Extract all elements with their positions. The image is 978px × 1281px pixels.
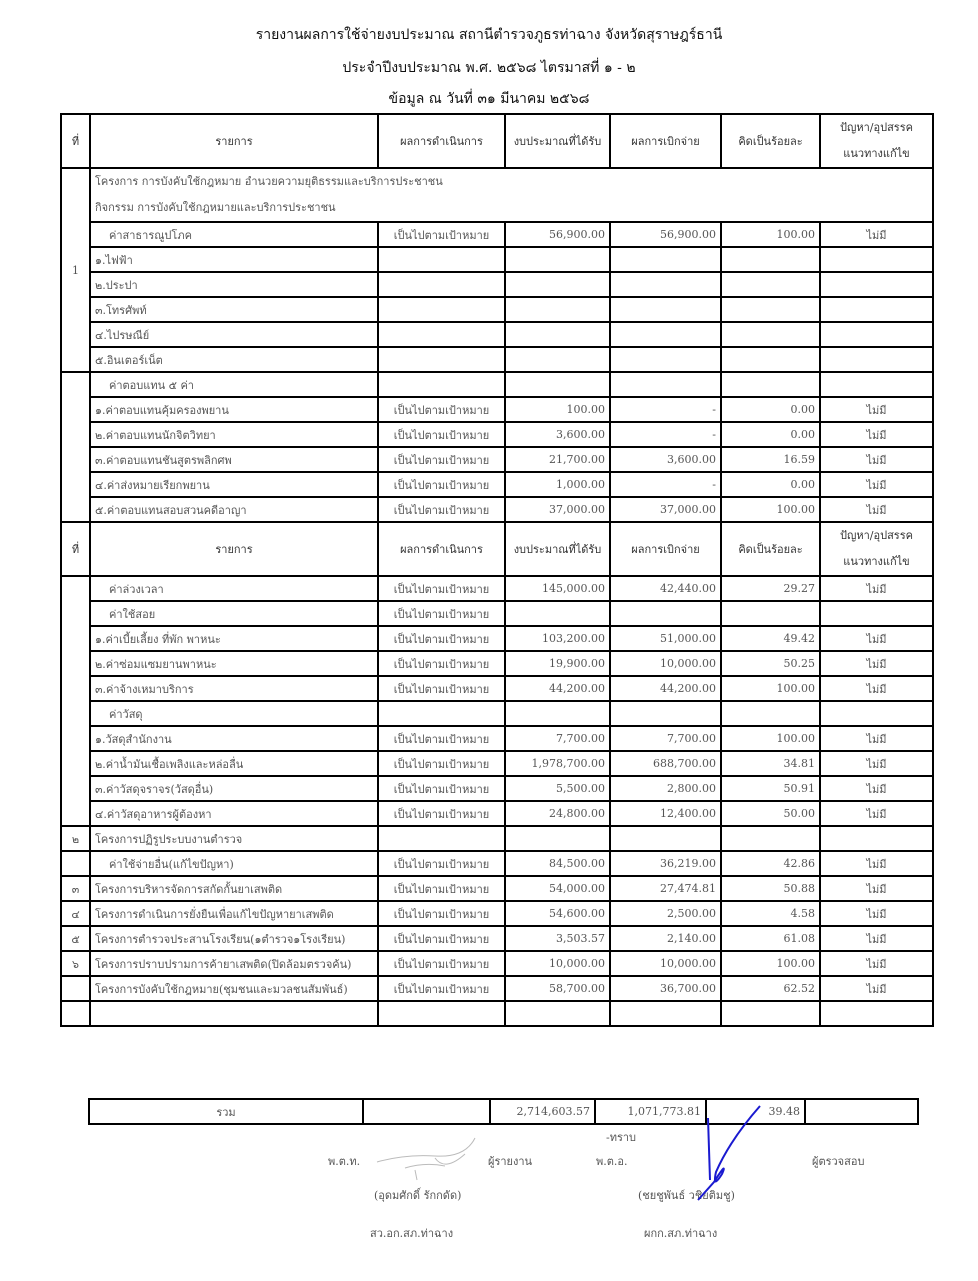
row-budget [505,272,610,297]
left-position: สว.อก.สภ.ท่าฉาง [370,1227,454,1240]
row-item: ๒.ค่าตอบแทนนักจิตวิทยา [90,422,378,447]
row-budget: 10,000.00 [505,951,610,976]
table-row [61,576,933,601]
row-status: เป็นไปตามเป้าหมาย [378,951,505,976]
row-number: ๒ [61,826,90,851]
row-status: เป็นไปตามเป้าหมาย [378,776,505,801]
row-percent [721,272,820,297]
row-status: เป็นไปตามเป้าหมาย [378,422,505,447]
row-status [378,826,505,851]
row-problem: ไม่มี [820,751,933,776]
row-percent [721,601,820,626]
row-problem [820,826,933,851]
header-spent: ผลการเบิกจ่าย [610,522,721,576]
row-item: ค่าตอบแทน ๕ ค่า [90,372,378,397]
row-item: ค่าล่วงเวลา [90,576,378,601]
row-item: โครงการบริหารจัดการสกัดกั้นยาเสพติด [90,876,378,901]
row-problem: ไม่มี [820,801,933,826]
row-problem: ไม่มี [820,222,933,247]
row-spent: - [610,397,721,422]
project-row [61,168,933,222]
row-budget [505,322,610,347]
header-problem [820,522,933,576]
row-problem: ไม่มี [820,626,933,651]
row-budget: 44,200.00 [505,676,610,701]
project-title [90,168,933,222]
row-percent: 4.58 [721,901,820,926]
table-row [61,247,933,272]
row-item: โครงการดำเนินการยั่งยืนเพื่อแก้ไขปัญหายาเสพติด [90,901,378,926]
row-budget: 3,503.57 [505,926,610,951]
left-name: (อุดมศักดิ์ รักกดัด) [374,1189,462,1202]
row-problem: ไม่มี [820,926,933,951]
row-item: ๓.โทรศัพท์ [90,297,378,322]
row-spent [610,701,721,726]
row-problem: ไม่มี [820,951,933,976]
report-date: ข้อมูล ณ วันที่ ๓๑ มีนาคม ๒๕๖๘ [388,91,590,107]
total-status [363,1099,490,1124]
row-status [378,372,505,397]
row-spent: 2,800.00 [610,776,721,801]
row-budget [505,297,610,322]
row-problem [820,601,933,626]
row-problem: ไม่มี [820,976,933,1001]
table-row [61,676,933,701]
row-status [378,1001,505,1026]
row-item [90,1001,378,1026]
row-item: ๓.ค่าจ้างเหมาบริการ [90,676,378,701]
header-percent: คิดเป็นร้อยละ [721,114,820,168]
row-percent: 50.25 [721,651,820,676]
header-problem-line2: แนวทางแก้ไข [843,555,910,568]
row-spent [610,826,721,851]
row-problem: ไม่มี [820,447,933,472]
table-header-row [61,114,933,168]
row-spent [610,1001,721,1026]
row-percent: 29.27 [721,576,820,601]
header-no: ที่ [61,522,90,576]
right-position: ผกก.สภ.ท่าฉาง [644,1227,718,1240]
table-row [61,372,933,397]
row-problem [820,322,933,347]
row-item: ๒.ค่าซ่อมแซมยานพาหนะ [90,651,378,676]
row-item: ค่าใช้จ่ายอื่น(แก้ไขปัญหา) [90,851,378,876]
row-spent: 44,200.00 [610,676,721,701]
row-status: เป็นไปตามเป้าหมาย [378,901,505,926]
row-spent: 2,140.00 [610,926,721,951]
row-budget: 58,700.00 [505,976,610,1001]
table-row [61,472,933,497]
row-percent [721,701,820,726]
row-number [61,851,90,876]
table-row [61,701,933,726]
row-spent: 10,000.00 [610,651,721,676]
report-title: รายงานผลการใช้จ่ายงบประมาณ สถานีตำรวจภูธรท่าฉาง จังหวัดสุราษฎร์ธานี [255,27,723,43]
row-status: เป็นไปตามเป้าหมาย [378,726,505,751]
row-number-span [61,576,90,826]
row-item: ๔.ค่าส่งหมายเรียกพยาน [90,472,378,497]
header-spent: ผลการเบิกจ่าย [610,114,721,168]
row-percent: 62.52 [721,976,820,1001]
row-status: เป็นไปตามเป้าหมาย [378,801,505,826]
row-budget: 84,500.00 [505,851,610,876]
row-budget: 56,900.00 [505,222,610,247]
row-status: เป็นไปตามเป้าหมาย [378,851,505,876]
row-percent: 61.08 [721,926,820,951]
row-status [378,272,505,297]
header-status: ผลการดำเนินการ [378,114,505,168]
row-number: ๓ [61,876,90,901]
row-spent: 12,400.00 [610,801,721,826]
table-row [61,347,933,372]
header-item: รายการ [90,114,378,168]
header-budget: งบประมาณที่ได้รับ [505,114,610,168]
row-spent [610,347,721,372]
row-status: เป็นไปตามเป้าหมาย [378,651,505,676]
row-problem: ไม่มี [820,422,933,447]
row-item: โครงการปราบปรามการค้ายาเสพติด(ปิดล้อมตรวจค้น) [90,951,378,976]
row-number [61,976,90,1001]
table-row [61,976,933,1001]
row-spent: 688,700.00 [610,751,721,776]
row-status [378,247,505,272]
row-spent: 3,600.00 [610,447,721,472]
row-item: ๕.อินเตอร์เน็ต [90,347,378,372]
header-item: รายการ [90,522,378,576]
left-signature-icon [375,1132,485,1182]
table-row [61,801,933,826]
row-spent: 36,219.00 [610,851,721,876]
row-status: เป็นไปตามเป้าหมาย [378,976,505,1001]
row-status: เป็นไปตามเป้าหมาย [378,751,505,776]
total-label: รวม [89,1099,363,1124]
header-status: ผลการดำเนินการ [378,522,505,576]
total-percent: 39.48 [706,1099,805,1124]
row-percent: 0.00 [721,397,820,422]
row-budget: 24,800.00 [505,801,610,826]
table-row [61,397,933,422]
table-row [61,651,933,676]
table-row [61,497,933,522]
row-budget: 19,900.00 [505,651,610,676]
row-item: ๔.ค่าวัสดุอาหารผู้ต้องหา [90,801,378,826]
row-problem [820,372,933,397]
row-percent [721,826,820,851]
row-item: ๓.ค่าตอบแทนชันสูตรพลิกศพ [90,447,378,472]
row-budget [505,372,610,397]
row-percent: 0.00 [721,472,820,497]
row-percent: 0.00 [721,422,820,447]
row-problem: ไม่มี [820,497,933,522]
table-row [61,776,933,801]
row-percent: 34.81 [721,751,820,776]
row-spent: 56,900.00 [610,222,721,247]
row-status: เป็นไปตามเป้าหมาย [378,576,505,601]
row-budget: 5,500.00 [505,776,610,801]
row-spent: 7,700.00 [610,726,721,751]
row-problem [820,701,933,726]
table-row [61,726,933,751]
row-problem: ไม่มี [820,472,933,497]
row-item: ๑.ไฟฟ้า [90,247,378,272]
row-status [378,347,505,372]
row-item: โครงการบังคับใช้กฎหมาย(ชุมชนและมวลชนสัมพันธ์) [90,976,378,1001]
project-title-line2: กิจกรรม การบังคับใช้กฎหมายและบริการประชาชน [95,201,336,214]
row-item: ค่าสาธารณูปโภค [90,222,378,247]
row-status: เป็นไปตามเป้าหมาย [378,601,505,626]
row-budget: 1,978,700.00 [505,751,610,776]
row-item: ค่าใช้สอย [90,601,378,626]
row-problem [820,272,933,297]
row-spent [610,247,721,272]
row-problem: ไม่มี [820,397,933,422]
row-problem: ไม่มี [820,776,933,801]
row-percent: 100.00 [721,497,820,522]
table-row [61,626,933,651]
row-problem [820,347,933,372]
row-problem: ไม่มี [820,901,933,926]
row-percent: 16.59 [721,447,820,472]
row-budget: 3,600.00 [505,422,610,447]
total-budget: 2,714,603.57 [490,1099,595,1124]
row-budget [505,347,610,372]
table-row [61,422,933,447]
header-problem: ปัญหา/อุปสรรค แนวทางแก้ไข [820,114,933,168]
row-item: ๒.ค่าน้ำมันเชื้อเพลิงและหล่อลื่น [90,751,378,776]
total-table [88,1098,919,1125]
row-item: ๑.ค่าเบี้ยเลี้ยง ที่พัก พาหนะ [90,626,378,651]
row-item: ๓.ค่าวัสดุจราจร(วัสดุอื่น) [90,776,378,801]
row-status: เป็นไปตามเป้าหมาย [378,447,505,472]
project-number: 1 [61,168,90,372]
table-row [61,1001,933,1026]
row-percent: 100.00 [721,222,820,247]
row-spent: 37,000.00 [610,497,721,522]
row-percent: 50.00 [721,801,820,826]
row-budget: 54,600.00 [505,901,610,926]
row-status: เป็นไปตามเป้าหมาย [378,472,505,497]
header-budget: งบประมาณที่ได้รับ [505,522,610,576]
right-signature-icon [680,1100,770,1210]
row-budget: 21,700.00 [505,447,610,472]
row-item: โครงการปฏิรูประบบงานตำรวจ [90,826,378,851]
header-problem-line1: ปัญหา/อุปสรรค [840,529,913,542]
table-row [61,297,933,322]
table-row [61,851,933,876]
left-rank: พ.ต.ท. [328,1155,361,1168]
row-percent: 100.00 [721,676,820,701]
table-row [61,272,933,297]
row-percent [721,247,820,272]
row-number: ๔ [61,901,90,926]
row-problem [820,1001,933,1026]
row-percent: 100.00 [721,726,820,751]
row-percent: 100.00 [721,951,820,976]
row-budget: 145,000.00 [505,576,610,601]
row-problem: ไม่มี [820,676,933,701]
row-budget [505,701,610,726]
row-item: ๑.ค่าตอบแทนคุ้มครองพยาน [90,397,378,422]
header-no: ที่ [61,114,90,168]
row-budget: 1,000.00 [505,472,610,497]
table-row [61,751,933,776]
budget-table [60,113,934,1027]
row-status [378,701,505,726]
row-percent: 42.86 [721,851,820,876]
table-row [61,322,933,347]
row-item: ๑.วัสดุสำนักงาน [90,726,378,751]
total-row [89,1099,918,1124]
row-budget [505,826,610,851]
total-spent: 1,071,773.81 [595,1099,706,1124]
table-row [61,601,933,626]
row-number-span [61,372,90,522]
row-status [378,297,505,322]
row-status: เป็นไปตามเป้าหมาย [378,497,505,522]
row-status: เป็นไปตามเป้าหมาย [378,926,505,951]
row-budget: 54,000.00 [505,876,610,901]
row-percent [721,322,820,347]
table-row [61,901,933,926]
row-item: ค่าวัสดุ [90,701,378,726]
row-spent [610,322,721,347]
row-problem: ไม่มี [820,576,933,601]
row-problem [820,297,933,322]
table-row [61,876,933,901]
row-status [378,322,505,347]
left-role: ผู้รายงาน [488,1155,533,1168]
row-budget [505,601,610,626]
row-budget: 103,200.00 [505,626,610,651]
row-percent [721,1001,820,1026]
project-title-line1: โครงการ การบังคับใช้กฎหมาย อำนวยความยุติธรรมและบริการประชาชน [95,175,443,188]
report-subtitle: ประจำปีงบประมาณ พ.ศ. ๒๕๖๘ ไตรมาสที่ ๑ - ๒ [342,60,636,76]
row-status: เป็นไปตามเป้าหมาย [378,222,505,247]
row-budget [505,247,610,272]
row-number [61,1001,90,1026]
row-percent: 49.42 [721,626,820,651]
row-number: ๖ [61,951,90,976]
row-status: เป็นไปตามเป้าหมาย [378,876,505,901]
right-role: ผู้ตรวจสอบ [812,1155,865,1168]
row-spent: - [610,472,721,497]
acknowledge-text: -ทราบ [606,1131,637,1144]
row-item: โครงการตำรวจประสานโรงเรียน(๑ตำรวจ๑โรงเรียน) [90,926,378,951]
row-problem: ไม่มี [820,876,933,901]
row-item: ๔.ไปรษณีย์ [90,322,378,347]
table-row [61,447,933,472]
row-budget: 100.00 [505,397,610,422]
row-spent [610,297,721,322]
row-problem: ไม่มี [820,726,933,751]
table-row [61,926,933,951]
row-spent: 51,000.00 [610,626,721,651]
row-percent [721,347,820,372]
table-row [61,951,933,976]
row-status: เป็นไปตามเป้าหมาย [378,397,505,422]
row-status: เป็นไปตามเป้าหมาย [378,676,505,701]
header-percent: คิดเป็นร้อยละ [721,522,820,576]
row-spent: 2,500.00 [610,901,721,926]
right-name: (ชยชูพันธ์ วชิยติมชู) [638,1189,735,1202]
row-problem [820,247,933,272]
row-number: ๕ [61,926,90,951]
right-rank: พ.ต.อ. [596,1155,628,1168]
row-spent: 10,000.00 [610,951,721,976]
row-spent [610,601,721,626]
row-item: ๕.ค่าตอบแทนสอบสวนคดีอาญา [90,497,378,522]
row-spent [610,372,721,397]
row-spent: 42,440.00 [610,576,721,601]
row-percent [721,297,820,322]
table-row [61,222,933,247]
table-row [61,826,933,851]
row-problem: ไม่มี [820,651,933,676]
row-spent: 27,474.81 [610,876,721,901]
table-header-row-repeat [61,522,933,576]
row-budget: 7,700.00 [505,726,610,751]
row-item: ๒.ประปา [90,272,378,297]
row-status: เป็นไปตามเป้าหมาย [378,626,505,651]
row-spent [610,272,721,297]
row-budget: 37,000.00 [505,497,610,522]
row-percent [721,372,820,397]
row-spent: - [610,422,721,447]
row-percent: 50.91 [721,776,820,801]
row-spent: 36,700.00 [610,976,721,1001]
total-problem [805,1099,918,1124]
row-problem: ไม่มี [820,851,933,876]
row-budget [505,1001,610,1026]
row-percent: 50.88 [721,876,820,901]
